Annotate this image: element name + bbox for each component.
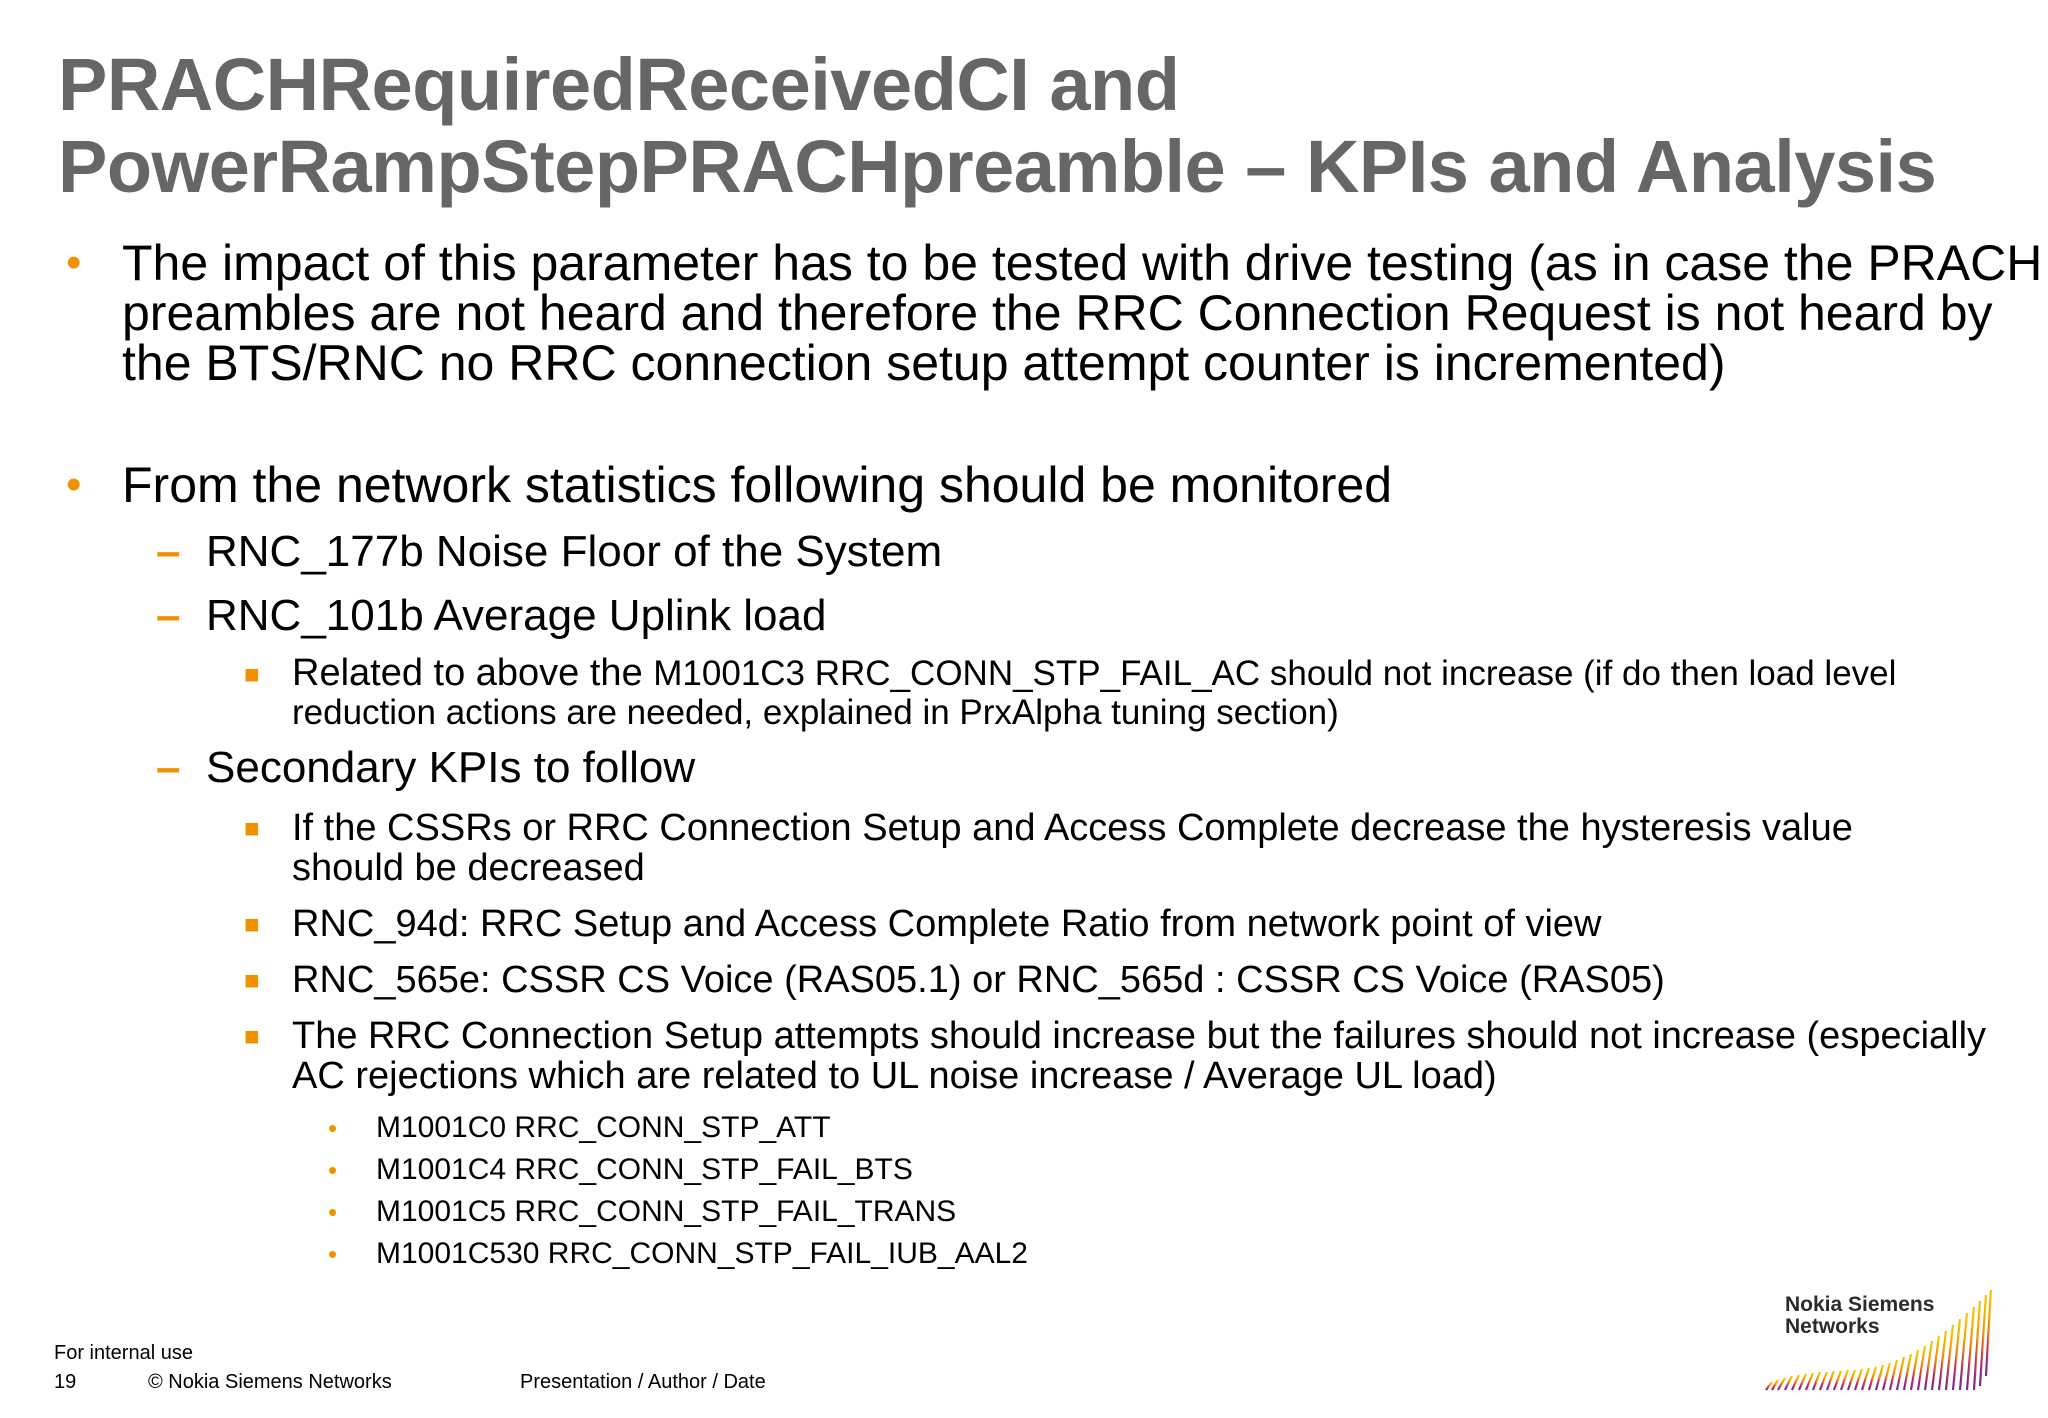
square-text: The RRC Connection Setup attempts should increase but the failures should not increase (especially AC rejections which are related to UL noise increase / Average UL load) [292,1015,1987,1097]
square-text-part-1: Related to above the [292,652,654,694]
bullet-text: From the network statistics following should be monitored [122,457,1393,513]
square-text [292,654,1992,732]
counter-text: M1001C4 RRC_CONN_STP_FAIL_BTS [376,1153,913,1186]
square-bullet-icon: ■ [244,659,260,689]
dash-icon: – [156,591,181,640]
bullet-dot-icon: • [328,1197,338,1227]
footer-internal-use: For internal use [54,1342,193,1364]
logo-line-1: Nokia Siemens [1785,1293,1935,1316]
bullet-dot-icon: • [328,1113,338,1143]
counter-text: M1001C5 RRC_CONN_STP_FAIL_TRANS [376,1195,957,1228]
square-text: RNC_94d: RRC Setup and Access Complete Ratio from network point of view [292,903,1602,945]
square-text-part-2: M1001C3 RRC_CONN_STP_FAIL_AC should not increase (if do then load level reduction actions are needed, explained in PrxAlpha tuning section) [292,654,1897,732]
counter-text: M1001C0 RRC_CONN_STP_ATT [376,1111,831,1144]
dash-text: Secondary KPIs to follow [206,743,696,792]
bullet-dot-icon: • [66,460,82,509]
dash-text: RNC_101b Average Uplink load [206,591,827,640]
slide-title-line-2: PowerRampStepPRACHpreamble – KPIs and Analysis [58,125,1937,208]
square-text: RNC_565e: CSSR CS Voice (RAS05.1) or RNC_565d : CSSR CS Voice (RAS05) [292,959,1665,1001]
footer-page-number: 19 [54,1371,77,1393]
footer-copyright: © Nokia Siemens Networks [148,1371,392,1393]
counter-text: M1001C530 RRC_CONN_STP_FAIL_IUB_AAL2 [376,1237,1028,1270]
square-bullet-icon: ■ [244,813,260,843]
dash-text: RNC_177b Noise Floor of the System [206,527,943,576]
slide-title-line-1: PRACHRequiredReceivedCI and [58,43,1180,126]
logo-line-2: Networks [1785,1315,1880,1338]
bullet-dot-icon: • [328,1155,338,1185]
square-text: If the CSSRs or RRC Connection Setup and Access Complete decrease the hysteresis value should be decreased [292,807,1853,889]
footer-presentation: Presentation / Author / Date [520,1371,766,1393]
bullet-dot-icon: • [328,1239,338,1269]
bullet-text: The impact of this parameter has to be tested with drive testing (as in case the PRACH preambles are not heard and therefore the RRC Connection Request is not heard by the BTS/RNC no RRC connection setup attempt counter is incremented) [122,235,2043,391]
slide-title [58,44,2018,208]
dash-icon: – [156,527,181,576]
dash-icon: – [156,743,181,792]
square-bullet-icon: ■ [244,1021,260,1051]
bullet-dot-icon: • [66,238,82,287]
square-bullet-icon: ■ [244,909,260,939]
square-bullet-icon: ■ [244,965,260,995]
company-logo-wave-icon [1758,1286,2008,1396]
